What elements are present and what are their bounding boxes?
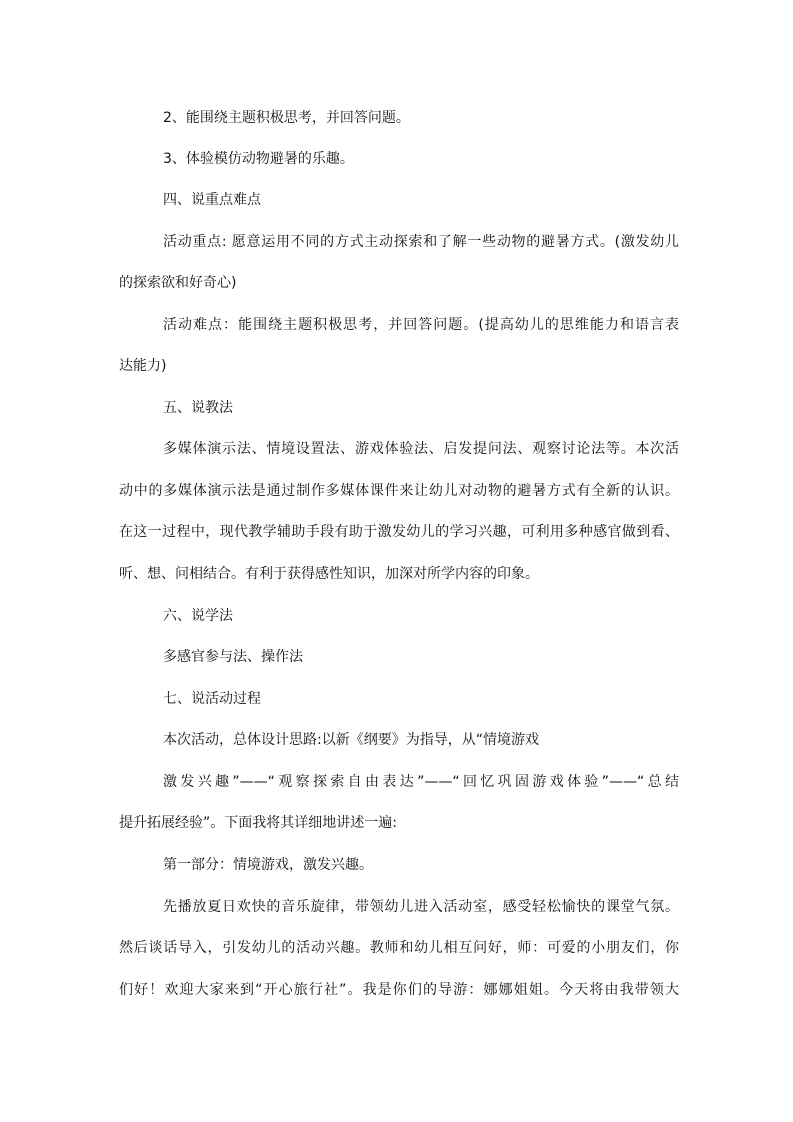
list-item-goal-3: 3、体验模仿动物避暑的乐趣。 [163, 151, 354, 167]
paragraph-difficulty-line: 达能力) [119, 358, 167, 374]
paragraph-part-one-line: 们好！欢迎大家来到“开心旅行社”。我是你们的导游：娜娜姐姐。今天将由我带领大 [119, 982, 679, 998]
section-heading-activity-process: 七、说活动过程 [163, 691, 261, 707]
paragraph-design-idea-line: 激发兴趣”——“观察探索自由表达”——“回忆巩固游戏体验”——“总结 [163, 774, 679, 790]
paragraph-difficulty-line: 活动难点：能围绕主题积极思考，并回答问题。(提高幼儿的思维能力和语言表 [163, 317, 679, 333]
section-heading-teaching-methods: 五、说教法 [163, 400, 233, 416]
list-item-goal-2: 2、能围绕主题积极思考，并回答问题。 [163, 110, 410, 126]
section-heading-key-points: 四、说重点难点 [163, 192, 261, 208]
subheading-part-one: 第一部分：情境游戏，激发兴趣。 [163, 857, 373, 873]
paragraph-teaching-methods-line: 听、想、问相结合。有利于获得感性知识，加深对所学内容的印象。 [119, 566, 539, 582]
paragraph-part-one-line: 然后谈话导入，引发幼儿的活动兴趣。教师和幼儿相互问好，师：可爱的小朋友们，你 [119, 940, 679, 956]
paragraph-key-point-line: 活动重点: 愿意运用不同的方式主动探索和了解一些动物的避暑方式。(激发幼儿 [163, 234, 679, 250]
paragraph-part-one-line: 先播放夏日欢快的音乐旋律，带领幼儿进入活动室，感受轻松愉快的课堂气氛。 [163, 899, 679, 915]
paragraph-design-idea-line: 本次活动，总体设计思路:以新《纲要》为指导，从“情境游戏 [163, 732, 539, 748]
paragraph-design-idea-line: 提升拓展经验”。下面我将其详细地讲述一遍: [119, 815, 397, 831]
paragraph-teaching-methods-line: 多媒体演示法、情境设置法、游戏体验法、启发提问法、观察讨论法等。本次活 [163, 441, 679, 457]
paragraph-teaching-methods-line: 动中的多媒体演示法是通过制作多媒体课件来让幼儿对动物的避暑方式有全新的认识。 [119, 483, 679, 499]
paragraph-key-point-line: 的探索欲和好奇心) [119, 275, 237, 291]
paragraph-learning-methods: 多感官参与法、操作法 [163, 649, 303, 665]
section-heading-learning-methods: 六、说学法 [163, 608, 233, 624]
paragraph-teaching-methods-line: 在这一过程中，现代教学辅助手段有助于激发幼儿的学习兴趣，可利用多种感官做到看、 [119, 524, 679, 540]
